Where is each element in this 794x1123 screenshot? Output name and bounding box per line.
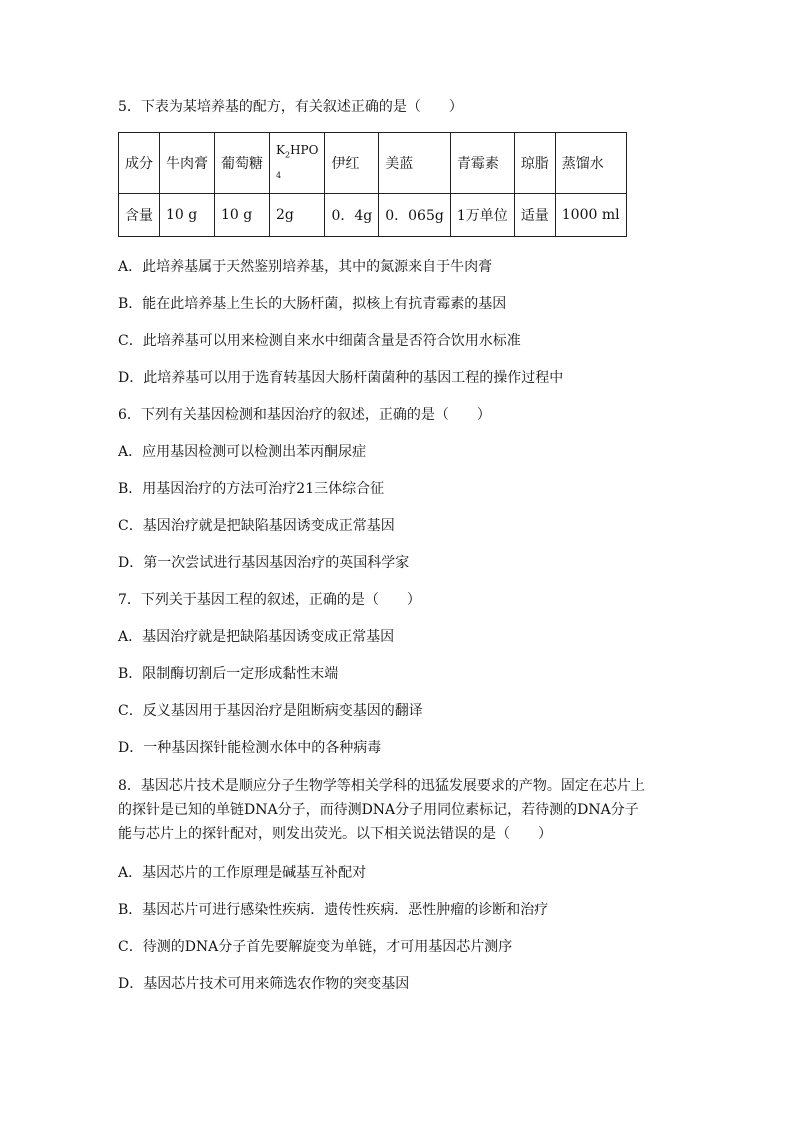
question-6-stem: 6．下列有关基因检测和基因治疗的叙述，正确的是（ ） xyxy=(118,407,491,423)
question-7-option-b: B．限制酶切割后一定形成黏性末端 xyxy=(118,666,339,682)
table-row xyxy=(119,194,627,237)
table-cell: 0．4g xyxy=(325,194,379,237)
table-cell: 含量 xyxy=(119,194,160,237)
table-cell: 2g xyxy=(270,194,325,237)
table-cell: 10 g xyxy=(160,194,215,237)
question-6-option-a: A．应用基因检测可以检测出苯丙酮尿症 xyxy=(118,444,367,460)
question-8-option-c: C．待测的DNA分子首先要解旋变为单链，才可用基因芯片测序 xyxy=(118,939,513,955)
question-7-option-c: C．反义基因用于基因治疗是阻断病变基因的翻译 xyxy=(118,703,423,719)
table-header-cell: 青霉素 xyxy=(450,133,514,194)
table-header-cell: 美蓝 xyxy=(379,133,451,194)
table-header-cell: 葡萄糖 xyxy=(215,133,270,194)
table-cell: 0．065g xyxy=(379,194,451,237)
question-6-option-d: D．第一次尝试进行基因基因治疗的英国科学家 xyxy=(118,555,410,571)
k2hpo4-formula: $K_2HPO$ 4 xyxy=(276,143,319,180)
question-7-stem: 7．下列关于基因工程的叙述，正确的是（ ） xyxy=(118,592,421,608)
table-cell: 适量 xyxy=(514,194,555,237)
table-header-cell-k2hpo4 xyxy=(270,133,325,194)
table-header-cell: 蒸馏水 xyxy=(555,133,626,194)
question-5-stem: 5．下表为某培养基的配方，有关叙述正确的是（ ） xyxy=(118,99,463,115)
question-8-option-a: A．基因芯片的工作原理是碱基互补配对 xyxy=(118,865,367,881)
question-6-option-c: C．基因治疗就是把缺陷基因诱变成正常基因 xyxy=(118,518,395,534)
question-5-option-a: A．此培养基属于天然鉴别培养基，其中的氮源来自于牛肉膏 xyxy=(118,259,493,275)
question-8-stem: 8．基因芯片技术是顺应分子生物学等相关学科的迅猛发展要求的产物。固定在芯片上的探针是已知的单链DNA分子，而待测DNA分子用同位素标记，若待测的DNA分子能与芯片上的探针配对，则发出荧光。以下相关说法错误的是（ ） xyxy=(118,778,645,842)
question-8-option-d: D．基因芯片技术可用来筛选农作物的突变基因 xyxy=(118,976,410,992)
recipe-table xyxy=(118,132,627,237)
question-6-option-b: B．用基因治疗的方法可治疗21三体综合征 xyxy=(118,481,385,497)
table-header-cell: 伊红 xyxy=(325,133,379,194)
question-7-option-a: A．基因治疗就是把缺陷基因诱变成正常基因 xyxy=(118,629,395,645)
question-8-option-b: B．基因芯片可进行感染性疾病．遗传性疾病．恶性肿瘤的诊断和治疗 xyxy=(118,902,549,918)
table-header-cell: 牛肉膏 xyxy=(160,133,215,194)
table-cell: 1000 ml xyxy=(555,194,626,237)
question-7-option-d: D．一种基因探针能检测水体中的各种病毒 xyxy=(118,740,382,756)
question-5-option-b: B．能在此培养基上生长的大肠杆菌，拟核上有抗青霉素的基因 xyxy=(118,296,507,312)
table-cell: 10 g xyxy=(215,194,270,237)
table-cell: 1万单位 xyxy=(450,194,514,237)
table-row xyxy=(119,133,627,194)
table-header-cell: 琼脂 xyxy=(514,133,555,194)
question-5-option-c: C．此培养基可以用来检测自来水中细菌含量是否符合饮用水标准 xyxy=(118,333,521,349)
table-header-cell: 成分 xyxy=(119,133,160,194)
question-5-option-d: D．此培养基可以用于选育转基因大肠杆菌菌种的基因工程的操作过程中 xyxy=(118,370,564,386)
